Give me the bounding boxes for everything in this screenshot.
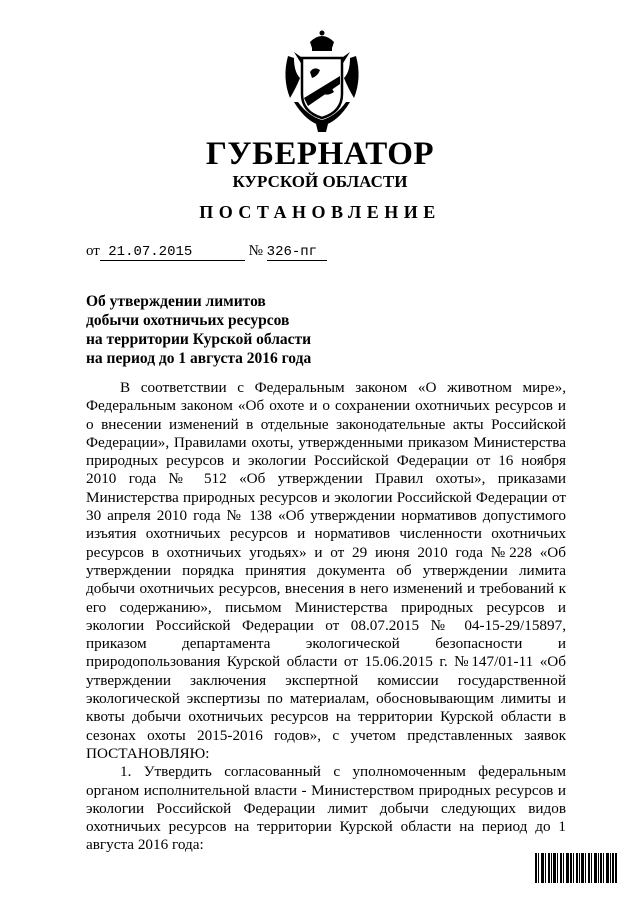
heading-line: на территории Курской области: [86, 331, 312, 348]
date-prefix: от: [86, 243, 100, 259]
heading-line: добычи охотничьих ресурсов: [86, 312, 290, 329]
document-heading: [86, 292, 311, 368]
number-field: [267, 244, 327, 261]
number-prefix: №: [248, 243, 263, 259]
document-type: ПОСТАНОВЛЕНИЕ: [199, 202, 441, 222]
date-value: 21.07.2015: [108, 244, 193, 260]
region-subtitle: КУРСКОЙ ОБЛАСТИ: [232, 172, 408, 191]
governor-title: ГУБЕРНАТОР: [205, 136, 435, 172]
date-number-line: [86, 242, 327, 261]
barcode-icon: [535, 853, 617, 883]
heading-line: на период до 1 августа 2016 года: [86, 350, 312, 367]
clause-paragraph: 1. Утвердить согласованный с уполномоченным федеральным органом исполнительной власти - Министерством природных ресурсов и экологии Российской Федерации лимит добычи следующих видов охотничьих ресурсов на территории Курской области на период до 1 августа 2016 года:: [86, 763, 566, 854]
heading-line: Об утверждении лимитов: [86, 293, 266, 310]
date-field: [100, 244, 245, 261]
coat-of-arms-icon: [280, 28, 364, 132]
preamble-paragraph: В соответствии с Федеральным законом «О животном мире», Федеральным законом «Об охоте и о сохранении охотничьих ресурсов и о внесении изменений в отдельные законодательные акты Российской Федерации», Правилами охоты, утвержденными приказом Министерства природных ресурсов и экологии Российской Федерации от 16 ноября 2010 года № 512 «Об утверждении Правил охоты», приказами Министерства природных ресурсов и экологии Российской Федерации от 30 апреля 2010 года № 138 «Об утверждении нормативов допустимого изъятия охотничьих ресурсов и нормативов численности охотничьих ресурсов в охотничьих угодьях» и от 29 июня 2010 года №228 «Об утверждении порядка принятия документа об утверждении лимита добычи охотничьих ресурсов, внесения в него изменений и требований к его содержанию», письмом Министерства природных ресурсов и экологии Российской Федерации от 08.07.2015 № 04-15-29/15897, приказом департамента экологической безопасности и природопользования Курской области от 15.06.2015 г. №147/01-11 «Об утверждении заключения экспертной комиссии государственной экологической экспертизы по материалам, обосновывающим лимиты и квоты добычи охотничьих ресурсов на территории Курской области в сезонах охоты 2015-2016 годов», с учетом представленных заявок ПОСТАНОВЛЯЮ:: [86, 379, 566, 762]
document-body: [86, 379, 566, 855]
number-value: 326-пг: [266, 244, 318, 260]
